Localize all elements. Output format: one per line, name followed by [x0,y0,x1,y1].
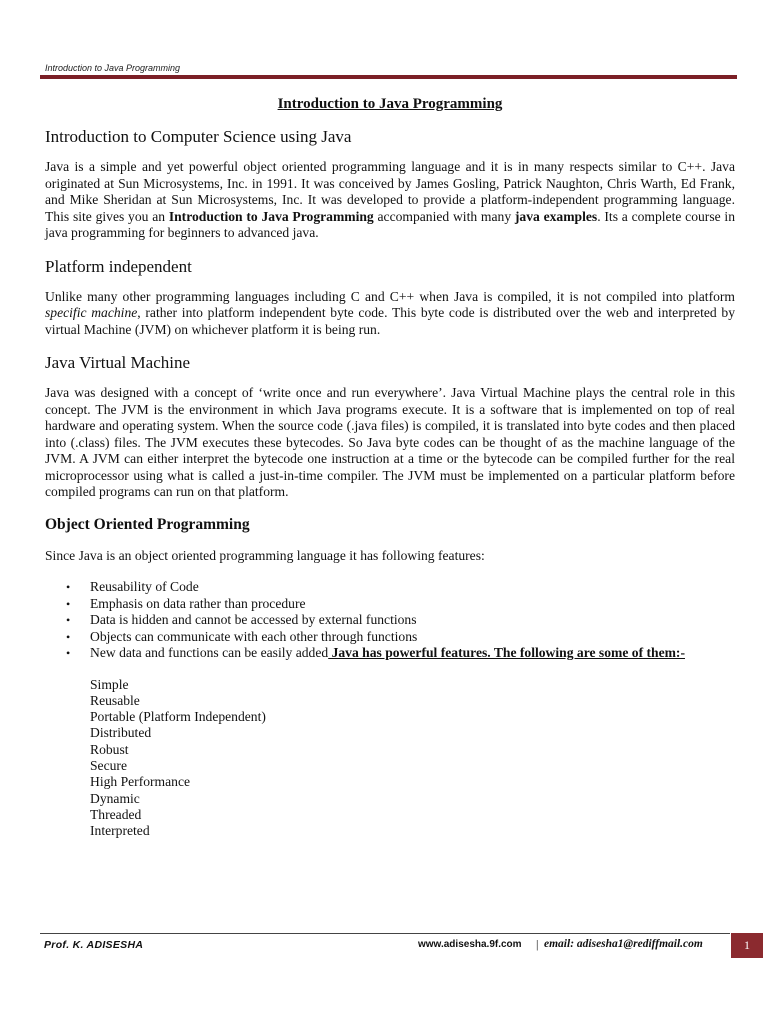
header-rule [40,75,737,79]
document-title: Introduction to Java Programming [277,96,503,112]
jvm-paragraph: Java was designed with a concept of ‘write once and run everywhere’. Java Virtual Machine plays the central role in this concept. The JVM is the environment in which Java programs execute. It is a software that is implemented on top of real hardware and operating system. When the source code (.java files) is compiled, it is translated into byte codes and then placed into (.class) files. The JVM executes these bytecodes. So Java byte codes can be thought of as the machine language of the JVM. A JVM can either interpret the bytecode one instruction at a time or the bytecode can be compiled further for the real microprocessor using what is called a just-in-time compiler. The JVM must be implemented on a particular platform before compiled programs can run on that platform. [45,385,735,499]
jvm-heading: Java Virtual Machine [45,353,191,372]
footer-separator: | [536,937,539,951]
platform-italic: specific machine [45,305,138,320]
bullet-text: Data is hidden and cannot be accessed by external functions [90,612,417,627]
list-item [66,579,735,596]
bullet-icon: • [66,613,71,627]
list-item: Distributed [90,725,152,741]
page-number: 1 [731,933,763,958]
intro-text-2: accompanied with many [373,208,515,224]
list-item: Simple [90,676,129,692]
java-features-list [90,677,735,840]
list-item: Threaded [90,806,142,822]
list-item: Dynamic [90,790,140,806]
list-item [66,628,735,646]
intro-text-3: . Its a complete course in java programming for beginners to advanced java. [45,208,735,240]
intro-bold-2: java examples [514,208,598,224]
bullet-text: Emphasis on data rather than procedure [90,595,306,611]
intro-heading: Introduction to Computer Science using Java [45,127,352,146]
footer-author: Prof. K. ADISESHA [44,939,144,951]
bullet-text: Objects can communicate with each other through functions [90,628,418,644]
bullet-icon: • [66,596,71,611]
list-item: Interpreted [90,823,150,839]
platform-text-1: Unlike many other programming languages including C and C++ when Java is compiled, it is not compiled into platform [45,288,735,304]
platform-text-2: , rather into platform independent byte code. This byte code is distributed over the web and interpreted by virtual Machine (JVM) on whichever platform it is being run. [45,305,735,337]
bullet-icon: • [66,629,71,644]
bullet-text: New data and functions can be easily added [90,645,329,660]
bullet-icon: • [66,580,71,594]
list-item: Reusable [90,692,140,708]
platform-paragraph [45,289,735,339]
footer-rule [40,933,730,934]
footer-website: www.adisesha.9f.com [418,939,522,950]
list-item: Secure [90,757,127,773]
list-item [66,595,735,613]
list-item: Portable (Platform Independent) [90,709,266,725]
bullet-text: Reusability of Code [90,579,199,594]
list-item [66,645,735,662]
running-header: Introduction to Java Programming [45,63,181,73]
oop-bullet-list [45,579,735,662]
list-item: High Performance [90,774,191,790]
platform-heading: Platform independent [45,256,192,276]
intro-text-1: Java is a simple and yet powerful object oriented programming language and it is in many respects similar to C++. Java originated at Sun Microsystems, Inc. in 1991. It was conceived by James Gosling, Patrick Naughton, Chris Warth, Ed Frank, and Mike Sheridan at Sun Microsystems, Inc. It was developed to provide a platform-independent programming language. This site gives you an [45,159,735,224]
oop-intro: Since Java is an object oriented programming language it has following features: [45,547,485,563]
intro-bold-1: Introduction to Java Programming [168,208,374,224]
oop-heading: Object Oriented Programming [45,515,250,533]
document-body [45,96,735,839]
features-lead-in: Java has powerful features. The following are some of them:- [328,645,685,660]
bullet-icon: • [66,646,71,660]
footer-email: email: adisesha1@rediffmail.com [544,938,703,950]
list-item [66,612,735,629]
intro-paragraph [45,159,735,242]
list-item: Robust [90,741,129,757]
